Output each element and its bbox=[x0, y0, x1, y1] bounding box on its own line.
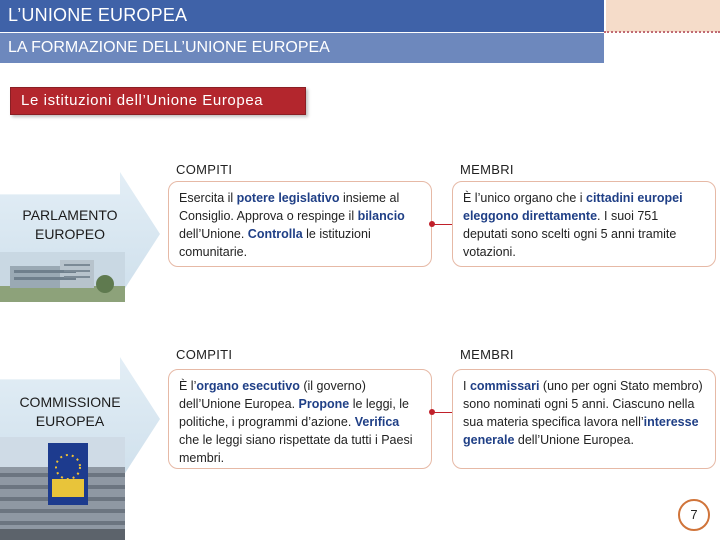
parlamento-membri-box bbox=[452, 181, 716, 267]
page-subtitle: LA FORMAZIONE DELL’UNIONE EUROPEA bbox=[8, 39, 330, 56]
body-text: le istituzioni comunitarie. bbox=[179, 227, 371, 259]
highlighted-text: Controlla bbox=[247, 227, 303, 241]
highlighted-text: potere legislativo bbox=[236, 191, 340, 205]
parlamento-compiti-box bbox=[168, 181, 432, 267]
body-text: dell’Unione. bbox=[179, 227, 248, 241]
section-badge-label: Le istituzioni dell’Unione Europea bbox=[21, 92, 264, 109]
section-badge bbox=[10, 87, 306, 115]
body-text: (il governo) dell’Unione Europea. bbox=[179, 379, 366, 411]
parlamento-label: PARLAMENTO EUROPEO bbox=[22, 207, 118, 242]
parliament-building-image bbox=[0, 252, 125, 302]
highlighted-text: commissari bbox=[469, 379, 540, 393]
commissione-label: COMMISSIONE EUROPEA bbox=[19, 394, 121, 429]
highlighted-text: Verifica bbox=[354, 415, 400, 429]
body-text: È l’ bbox=[179, 379, 197, 393]
header-accent bbox=[606, 0, 720, 32]
highlighted-text: bilancio bbox=[357, 209, 405, 223]
commissione-compiti-box bbox=[168, 369, 432, 469]
header-dotted-divider bbox=[604, 31, 720, 33]
body-text: Esercita il bbox=[179, 191, 237, 205]
body-text: che le leggi siano rispettate da tutti i Paesi membri. bbox=[179, 433, 413, 465]
parlamento-membri-heading: MEMBRI bbox=[460, 162, 514, 177]
body-text: (uno per ogni Stato membro) sono nominati ogni 5 anni. Ciascuno nella sua materia specifica lavora nell’ bbox=[463, 379, 703, 429]
body-text: le leggi, le politiche, i programmi d’azione. bbox=[179, 397, 409, 429]
body-text: dell’Unione Europea. bbox=[514, 433, 634, 447]
highlighted-text: organo esecutivo bbox=[196, 379, 300, 393]
highlighted-text: interesse generale bbox=[463, 415, 699, 447]
highlighted-text: cittadini europei eleggono direttamente bbox=[463, 191, 683, 223]
commissione-membri-box bbox=[452, 369, 716, 469]
body-text: I bbox=[463, 379, 470, 393]
body-text: È l’unico organo che i bbox=[463, 191, 586, 205]
page-title: L’UNIONE EUROPEA bbox=[8, 5, 188, 25]
commission-building-image bbox=[0, 437, 125, 540]
parlamento-compiti-heading: COMPITI bbox=[176, 162, 233, 177]
body-text: . I suoi 751 deputati sono scelti ogni 5 anni tramite votazioni. bbox=[463, 209, 677, 259]
page-number: 7 bbox=[678, 499, 710, 531]
commissione-compiti-heading: COMPITI bbox=[176, 347, 233, 362]
body-text: insieme al Consiglio. Approva o respinge il bbox=[179, 191, 400, 223]
highlighted-text: Propone bbox=[298, 397, 350, 411]
commissione-membri-heading: MEMBRI bbox=[460, 347, 514, 362]
